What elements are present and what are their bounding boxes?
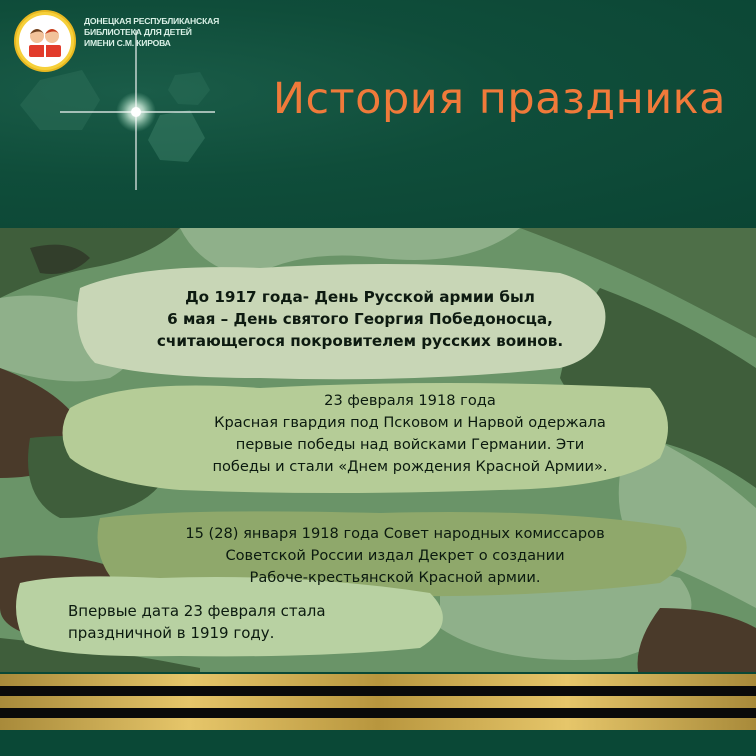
text-block-decree (140, 523, 650, 589)
text-block-1917 (140, 286, 580, 352)
library-name-line: ДОНЕЦКАЯ РЕСПУБЛИКАНСКАЯ (84, 16, 220, 26)
text-block-1918-victory (160, 390, 660, 478)
st-george-ribbon (0, 672, 756, 756)
text-line: первые победы над войсками Германии. Эти (235, 436, 585, 453)
text-line: 23 февраля 1918 года (324, 392, 496, 409)
library-name (84, 16, 264, 49)
text-line: 15 (28) января 1918 года Совет народных комиссаров (185, 525, 605, 542)
library-logo (14, 10, 76, 72)
text-line: До 1917 года- День Русской армии был (185, 288, 535, 306)
text-line: Красная гвардия под Псковом и Нарвой одержала (214, 414, 606, 431)
ribbon-black-stripe (0, 708, 756, 718)
text-line: считающегося покровителем русских воинов. (156, 332, 564, 350)
page-title: История праздника (272, 74, 726, 124)
header (0, 0, 756, 228)
text-line: праздничной в 1919 году. (68, 624, 275, 642)
text-line: победы и стали «Днем рождения Красной Армии». (212, 458, 608, 475)
ribbon-gold-stripe (0, 674, 756, 686)
library-name-line: ИМЕНИ С.М. КИРОВА (84, 38, 171, 48)
text-line: Советской России издал Декрет о создании (225, 547, 565, 564)
ribbon-gold-stripe (0, 718, 756, 730)
ribbon-gold-stripe (0, 696, 756, 708)
text-line: 6 мая – День святого Георгия Победоносца, (167, 310, 553, 328)
text-line: Впервые дата 23 февраля стала (68, 602, 326, 620)
text-block-1919 (68, 600, 398, 644)
ribbon-black-stripe (0, 686, 756, 696)
library-name-line: БИБЛИОТЕКА ДЛЯ ДЕТЕЙ (84, 27, 192, 37)
text-line: Рабоче-крестьянской Красной армии. (249, 569, 541, 586)
